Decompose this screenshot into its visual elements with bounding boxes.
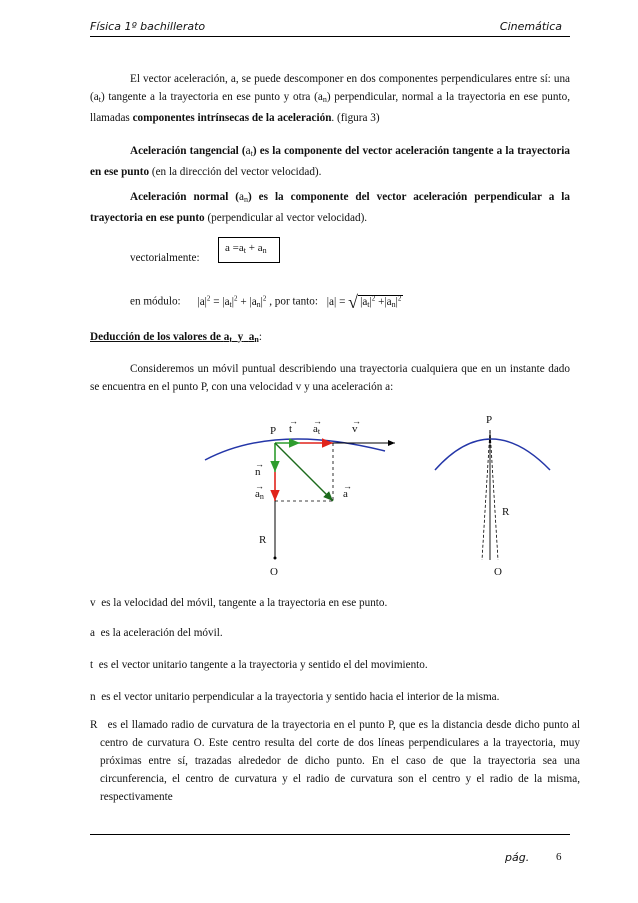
- label-v: → v: [352, 416, 361, 435]
- vector-a-symbol: a: [230, 73, 236, 85]
- page-number: 6: [556, 851, 562, 863]
- trajectory-curve: [205, 439, 385, 460]
- label-t: → t: [289, 416, 298, 435]
- paragraph-movil: Consideremos un móvil puntual describiendo una trayectoria cualquiera que en un instante dado se encuentra en el punto P, con una velocidad v y una aceleración a:: [90, 363, 570, 393]
- label-O: O: [270, 566, 278, 578]
- paragraph-normal: Aceleración normal $(a_n)$ es la componente del vector aceleración perpendicular a la trayectoria en ese punto (perpendicular al vector velocidad).: [90, 191, 570, 224]
- label-n: → n: [255, 459, 264, 478]
- intrinsic-components-term: componentes intrínsecas de la aceleración: [132, 112, 332, 124]
- header-right: Cinemática: [499, 20, 562, 33]
- label-a: → a: [343, 481, 352, 500]
- def-a: a es la aceleración del móvil.: [90, 627, 223, 639]
- label-at: → at: [313, 416, 322, 436]
- label-P2: P: [486, 414, 493, 426]
- vector-equation-box: $a =a_t + a_n$: [218, 237, 280, 263]
- def-t: t es el vector unitario tangente a la trayectoria y sentido el del movimiento.: [90, 659, 428, 671]
- deduction-title: Deducción de los valores de $a_t$ y $a_n$:: [90, 331, 262, 344]
- def-R: R es el llamado radio de curvatura de la trayectoria en el punto P, que es la distancia desde dicho punto al centro de curvatura O. Este centro resulta del corte de dos líneas perpendiculares a la trayectoria, muy próximas entre sí, trazadas alrededor de dicho punto. En el caso de que la trayectoria sea una circunferencia, el centro de curvatura y el radio de curvatura son el centro y el radio de la misma, respectivamente: [90, 719, 581, 803]
- vectorial-label: vectorialmente:: [130, 252, 200, 264]
- paragraph-intro: El vector aceleración, a, se puede descomponer en dos componentes perpendiculares entre sí: una $(a_t)$ tangente a la trayectoria en ese punto y otra $(a_n)$ perpendicular, normal a la trayectoria en ese punto, llamadas componentes intrínsecas de la aceleración. (figura 3): [90, 73, 571, 124]
- header-left: Física 1º bachillerato: [90, 20, 206, 33]
- def-v: v es la velocidad del móvil, tangente a la trayectoria en ese punto.: [90, 597, 388, 609]
- label-O2: O: [494, 566, 502, 578]
- page-label: pág.: [505, 851, 530, 864]
- label-an: → an: [255, 481, 264, 501]
- label-R: R: [259, 534, 267, 546]
- modulus-equation: en módulo: $|a|^2 = |a_t|^2 + |a_n|^2$ , por tanto: |a| = √ $|a_t|^2 +|a_n|^2$: [130, 291, 402, 312]
- paragraph-tangential: Aceleración tangencial $(a_t)$ es la componente del vector aceleración tangente a la trayectoria en ese punto (en la dirección del vector velocidad).: [90, 145, 570, 178]
- acceleration-vector: [275, 443, 333, 501]
- footer-rule: [90, 834, 570, 835]
- label-P: P: [270, 425, 277, 437]
- label-R2: R: [502, 506, 510, 518]
- def-n: n es el vector unitario perpendicular a la trayectoria y sentido hacia el interior de la misma.: [90, 691, 500, 703]
